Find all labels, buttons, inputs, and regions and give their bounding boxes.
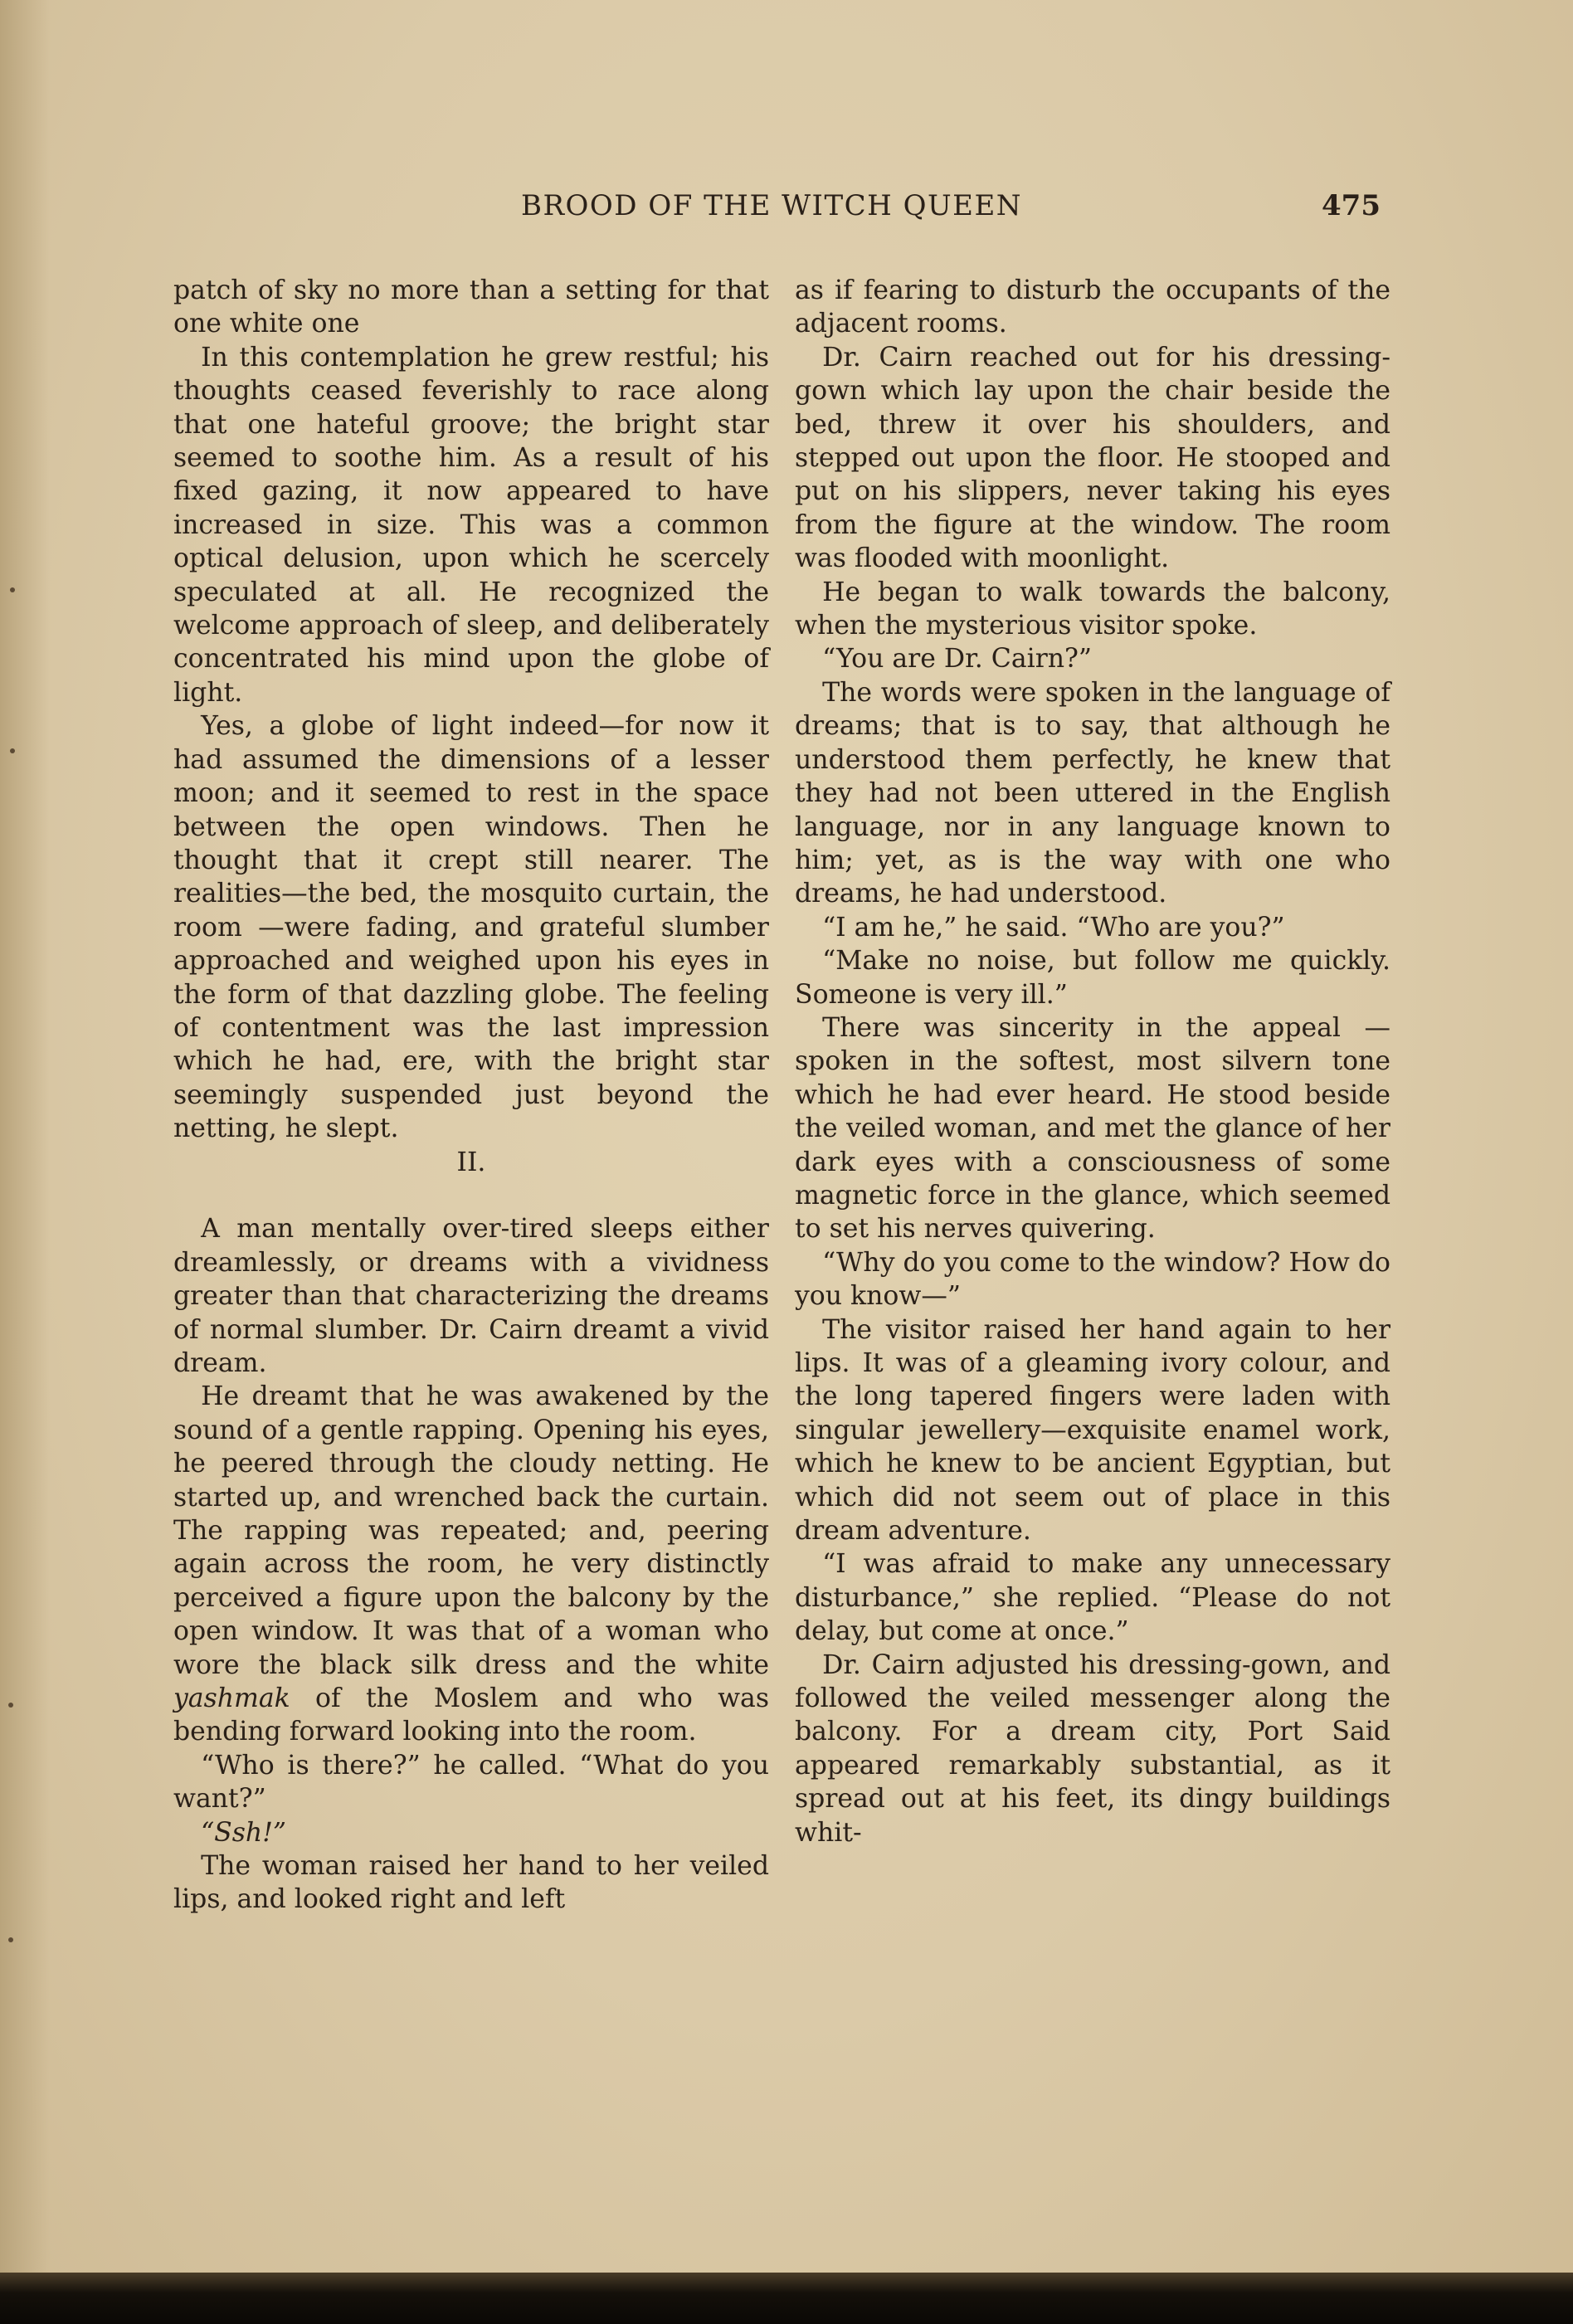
paragraph-text: of the Moslem and who was bending forward looking into the room.: [173, 1683, 769, 1747]
paragraph: Dr. Cairn adjusted his dressing-gown, and followed the veiled messenger along the balcony. For a dream city, Port Said appeared remarkably substantial, as it spread out at his feet, its dingy buildings whit-: [795, 1649, 1390, 1848]
dialogue: “I am he,” he said. “Who are you?”: [822, 912, 1285, 943]
paragraph: In this contemplation he grew restful; his thoughts ceased feverishly to race along that one hateful groove; the bright star seemed to soothe him. As a result of his fixed gazing, it now appeared to have increased in size. This was a common optical delusion, upon which he scercely speculated at all. He recognized the welcome approach of sleep, and deliberately concentrated his mind upon the globe of light.: [173, 342, 769, 708]
dialogue: [173, 1816, 769, 1849]
paragraph: There was sincerity in the appeal —spoken in the softest, most silvern tone which he had ever heard. He stood beside the veiled woman, and met the glance of her dark eyes with a consciousness of some magnetic force in the glance, which seemed to set his nerves quivering.: [795, 1012, 1390, 1245]
paragraph: The woman raised her hand to her veiled lips, and looked right and left: [173, 1851, 769, 1915]
paragraph: He began to walk towards the balcony, when the mysterious visitor spoke.: [795, 577, 1390, 641]
left-column: [173, 274, 769, 1917]
margin-speck: [8, 1703, 13, 1708]
dialogue: “Who is there?” he called. “What do you want?”: [173, 1750, 769, 1815]
page-bottom-shadow: [0, 2273, 1573, 2324]
dialogue: “You are Dr. Cairn?”: [822, 644, 1093, 675]
paragraph: [173, 1380, 769, 1748]
paragraph: The visitor raised her hand again to her lips. It was of a gleaming ivory colour, and the long tapered fingers were laden with singular jewellery—exquisite enamel work, which he knew to be ancient Egyptian, but which did not seem out of place in this dream adventure.: [795, 1314, 1390, 1547]
dialogue: “I was afraid to make any unnecessary disturbance,” she replied. “Please do not delay, but come at once.”: [795, 1549, 1390, 1647]
margin-speck: [10, 748, 15, 753]
page-number: 475: [1322, 189, 1381, 222]
paragraph: as if fearing to disturb the occupants of the adjacent rooms.: [795, 275, 1390, 339]
paragraph: patch of sky no more than a setting for that one white one: [173, 275, 769, 339]
paragraph: Yes, a globe of light indeed—for now it had assumed the dimensions of a lesser moon; and it seemed to rest in the space between the open windows. Then he thought that it crept still nearer. The realities—the bed, the mosquito curtain, the room —were fading, and grateful slumber approached and weighed upon his eyes in the form of that dazzling globe. The feeling of contentment was the last impression which he had, ere, with the bright star seemingly suspended just beyond the netting, he slept.: [173, 711, 769, 1144]
running-head: [0, 189, 1573, 231]
paragraph: A man mentally over-tired sleeps either dreamlessly, or dreams with a vividness greater than that characterizing the dreams of normal slumber. Dr. Cairn dreamt a vivid dream.: [173, 1214, 769, 1378]
paragraph: Dr. Cairn reached out for his dressing-gown which lay upon the chair beside the bed, threw it over his shoulders, and stepped out upon the floor. He stooped and put on his slippers, never taking his eyes from the figure at the window. The room was flooded with moonlight.: [795, 342, 1390, 574]
margin-speck: [10, 587, 15, 592]
paragraph-text: He dreamt that he was awakened by the sound of a gentle rapping. Opening his eyes, he peered through the cloudy netting. He started up, and wrenched back the curtain. The rapping was repeated; and, peering again across the room, he very distinctly perceived a figure upon the balcony by the open window. It was that of a woman who wore the black silk dress and the white: [173, 1381, 769, 1680]
italic-word: yashmak: [173, 1683, 290, 1714]
dialogue: “Make no noise, but follow me quickly. Someone is very ill.”: [795, 946, 1390, 1010]
paragraph: The words were spoken in the language of dreams; that is to say, that although he understood them perfectly, he knew that they had not been uttered in the English language, nor in any language known to him; yet, as is the way with one who dreams, he had understood.: [795, 677, 1390, 909]
margin-speck: [8, 1937, 13, 1942]
running-title: BROOD OF THE WITCH QUEEN: [520, 189, 1023, 222]
right-column: [795, 274, 1390, 1849]
italic-dialogue: “Ssh!”: [201, 1817, 286, 1848]
dialogue: “Why do you come to the window? How do you know—”: [795, 1247, 1390, 1312]
section-heading: II.: [456, 1147, 486, 1177]
